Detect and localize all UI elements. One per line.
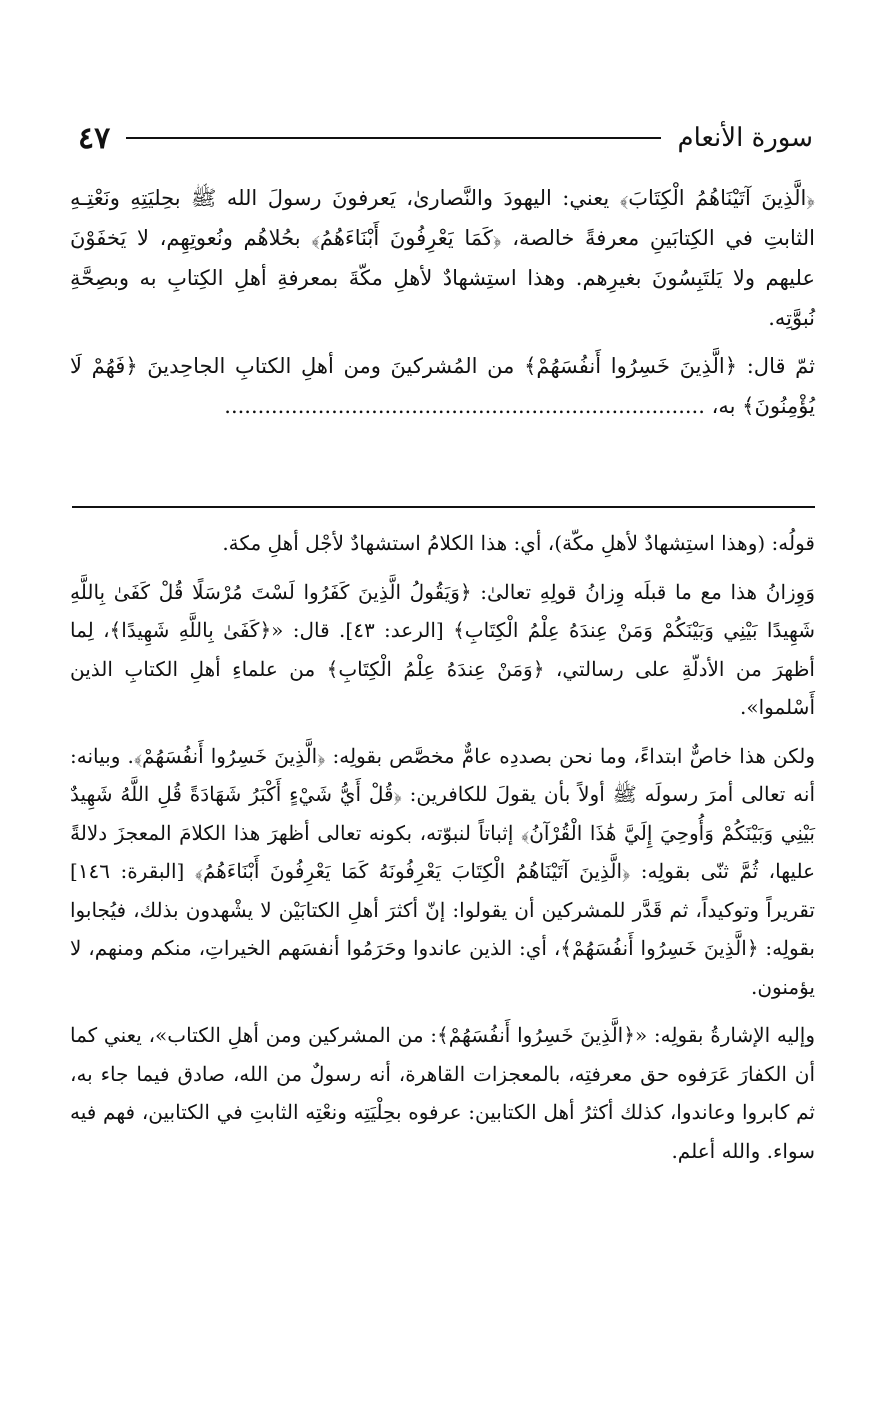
page-header [78,118,813,158]
page-number: ٤٧ [78,120,111,156]
commentary-paragraph-2: وَوِزانُ هذا مع ما قبلَه وِزانُ قولِهِ تعالىٰ: ﴿وَيَقُولُ الَّذِينَ كَفَرُوا لَسْتَ مُرْسَلًا قُلْ كَفَىٰ بِاللَّهِ شَهِيدًا بَيْنِي وَبَيْنَكُمْ وَمَنْ عِندَهُ عِلْمُ الْكِتَابِ﴾ [الرعد: ٤٣]. قال: «﴿كَفَىٰ بِاللَّهِ شَهِيدًا﴾، لِما أظهرَ من الأدلّةِ على رسالتي، ﴿وَمَنْ عِندَهُ عِلْمُ الْكِتَابِ﴾ من علماءِ أهلِ الكتابِ الذين أَسْلموا». [70,579,815,719]
header-rule [126,137,661,139]
main-text [70,178,815,426]
commentary-text [70,524,815,1170]
surah-title: سورة الأنعام [677,123,813,153]
commentary-paragraph-3: ولكن هذا خاصٌّ ابتداءً، وما نحن بصددِه عامٌّ مخصَّص بقولِه: ﴿الَّذِينَ خَسِرُوا أَنفُسَهُمْ﴾. وبيانه: أنه تعالى أمرَ رسولَه ﷺ أولاً بأن يقولَ للكافرين: ﴿قُلْ أَيُّ شَيْءٍ أَكْبَرُ شَهَادَةً قُلِ اللَّهُ شَهِيدٌ بَيْنِي وَبَيْنَكُمْ وَأُوحِيَ إِلَيَّ هَٰذَا الْقُرْآنُ﴾ إثباتاً لنبوّته، بكونه تعالى أظهرَ هذا الكلامَ المعجزَ دلالةً عليها، ثُمَّ ثنّى بقولِه: ﴿الَّذِينَ آتَيْنَاهُمُ الْكِتَابَ يَعْرِفُونَهُ كَمَا يَعْرِفُونَ أَبْنَاءَهُمُ﴾ [البقرة: ١٤٦] تقريراً وتوكيداً، ثم قَدَّر للمشركين أن يقولوا: إنّ أكثرَ أهلِ الكتابَيْن لا يشْهدون بذلك، فيُجابوا بقولِه: ﴿الَّذِينَ خَسِرُوا أَنفُسَهُمْ﴾، أي: الذين عاندوا وحَرَمُوا أنفسَهم الخيراتِ، منكم ومنهم، لا يؤمنون. [70,743,815,999]
footnote-divider [72,506,815,508]
main-paragraph-2: ثمّ قال: ﴿الَّذِينَ خَسِرُوا أَنفُسَهُمْ﴾ من المُشركينَ ومن أهلِ الكتابِ الجاحِدينَ ﴿فَهُمْ لَا يُؤْمِنُونَ﴾ به، ........................................................................ [70,354,815,418]
main-paragraph-1: ﴿الَّذِينَ آتَيْنَاهُمُ الْكِتَابَ﴾ يعني: اليهودَ والنَّصارىٰ، يَعرفونَ رسولَ الله ﷺ بحِليَتِهِ ونَعْتِـهِ الثابتِ في الكِتابَينِ معرفةً خالصة، ﴿كَمَا يَعْرِفُونَ أَبْنَاءَهُمُ﴾ بحُلاهُم ونُعوتِهِم، لا يَخفَوْنَ عليهم ولا يَلتَبِسُونَ بغيرِهم. وهذا استِشهادٌ لأهلِ مكّةَ بمعرفةِ أهلِ الكِتابِ به وبصِحَّةِ نُبوَّتِه. [70,186,815,330]
commentary-paragraph-4: وإليه الإشارةُ بقولِه: «﴿الَّذِينَ خَسِرُوا أَنفُسَهُمْ﴾: من المشركين ومن أهلِ الكتاب»، يعني كما أن الكفارَ عَرَفوه حق معرفتِه، بالمعجزات القاهرة، أنه رسولٌ من الله، صادق فيما جاء به، ثم كابروا وعاندوا، كذلك أكثرُ أهل الكتابين: عرفوه بحِلْيَتِه ونعْتِه الثابتِ في الكتابين، فهم فيه سواء. والله أعلم. [70,1023,815,1163]
commentary-paragraph-1: قولُه: (وهذا استِشهادٌ لأهلِ مكّة)، أي: هذا الكلامُ استشهادٌ لأجْل أهلِ مكة. [222,531,815,555]
